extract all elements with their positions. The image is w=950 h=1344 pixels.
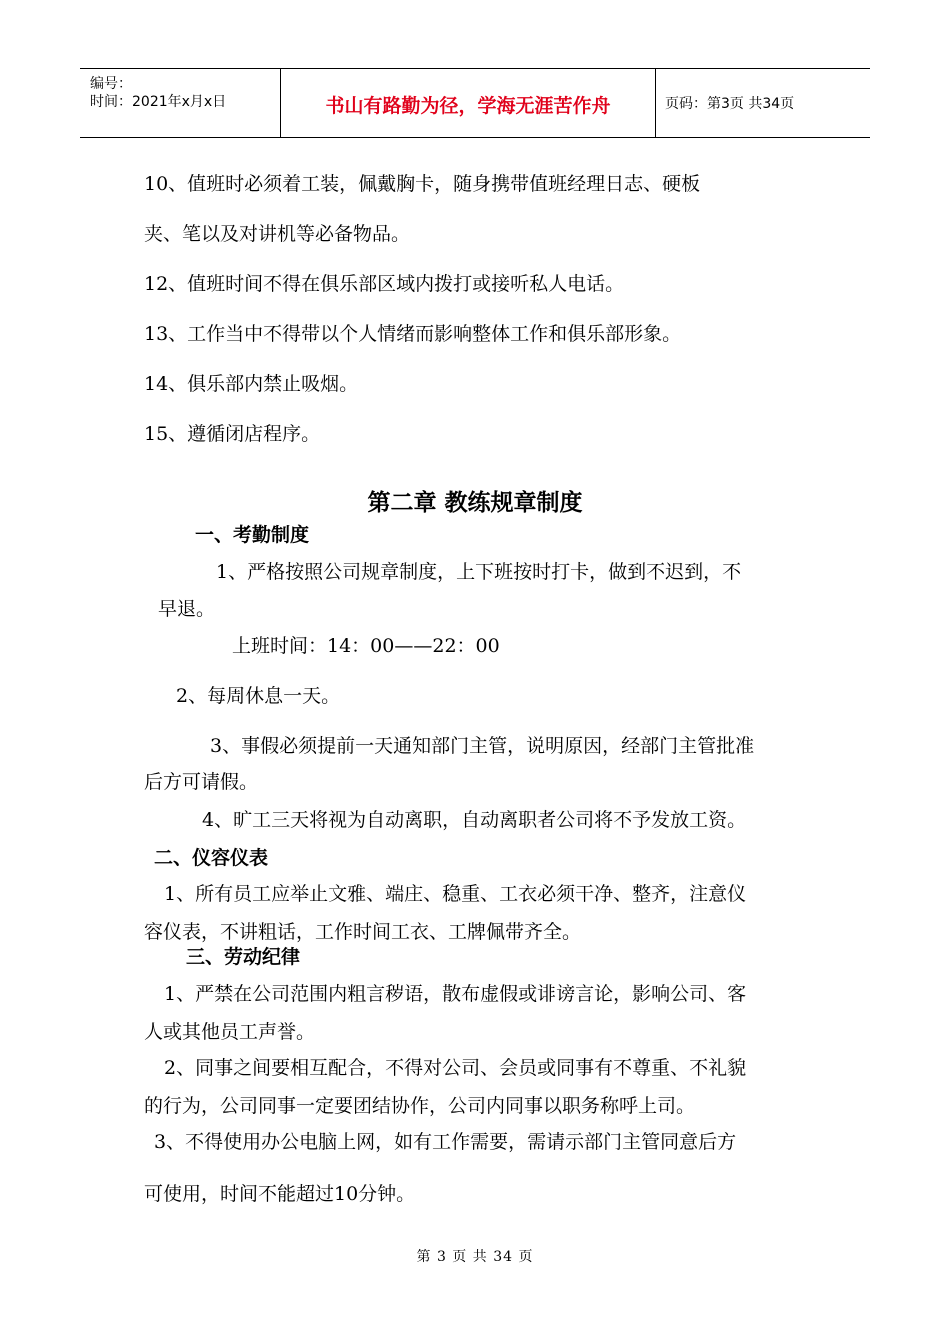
section-line: 3、不得使用办公电脑上网，如有工作需要，需请示部门主管同意后方: [154, 1131, 737, 1153]
section-line: 人或其他员工声誉。: [144, 1021, 316, 1043]
motto: 书山有路勤为径，学海无涯苦作舟: [325, 95, 611, 117]
header-info-cell: [80, 69, 280, 137]
section-line: 3、事假必须提前一天通知部门主管，说明原因，经部门主管批准: [210, 735, 755, 757]
section-line: 的行为，公司同事一定要团结协作，公司内同事以职务称呼上司。: [144, 1095, 696, 1117]
section-line: 后方可请假。: [144, 771, 259, 793]
work-hours: 上班时间：14：00——22：00: [232, 635, 500, 657]
section-heading: 一、考勤制度: [195, 524, 310, 546]
section-line: 2、每周休息一天。: [176, 685, 341, 707]
code-label: 编号：: [90, 76, 132, 92]
header-page-cell: [655, 69, 870, 137]
document-header: [80, 68, 870, 138]
body-line: 夹、笔以及对讲机等必备物品。: [144, 223, 411, 245]
chapter-title: 第二章 教练规章制度: [367, 490, 583, 516]
page-code: 页码：第3页 共34页: [665, 96, 795, 112]
section-line: 1、严禁在公司范围内粗言秽语，散布虚假或诽谤言论，影响公司、客: [164, 983, 747, 1005]
section-line: 早退。: [158, 598, 216, 620]
section-line: 2、同事之间要相互配合，不得对公司、会员或同事有不尊重、不礼貌: [164, 1057, 747, 1079]
section-line: 1、严格按照公司规章制度，上下班按时打卡，做到不迟到，不: [216, 561, 742, 583]
date-label: 时间：2021年x月x日: [90, 94, 227, 110]
header-motto-cell: [280, 69, 656, 137]
body-line: 12、值班时间不得在俱乐部区域内拨打或接听私人电话。: [144, 273, 625, 295]
section-line: 1、所有员工应举止文雅、端庄、稳重、工衣必须干净、整齐，注意仪: [164, 883, 747, 905]
section-line: 4、旷工三天将视为自动离职，自动离职者公司将不予发放工资。: [202, 809, 747, 831]
body-line: 15、遵循闭店程序。: [144, 423, 321, 445]
section-heading: 二、仪容仪表: [154, 847, 269, 869]
section-line: 可使用，时间不能超过10分钟。: [144, 1183, 416, 1205]
body-line: 13、工作当中不得带以个人情绪而影响整体工作和俱乐部形象。: [144, 323, 682, 345]
section-line: 容仪表，不讲粗话，工作时间工衣、工牌佩带齐全。: [144, 921, 582, 943]
body-line: 10、值班时必须着工装，佩戴胸卡，随身携带值班经理日志、硬板: [144, 173, 701, 195]
body-line: 14、俱乐部内禁止吸烟。: [144, 373, 359, 395]
page-footer: 第 3 页 共 34 页: [416, 1249, 534, 1265]
section-heading: 三、劳动纪律: [186, 946, 301, 968]
